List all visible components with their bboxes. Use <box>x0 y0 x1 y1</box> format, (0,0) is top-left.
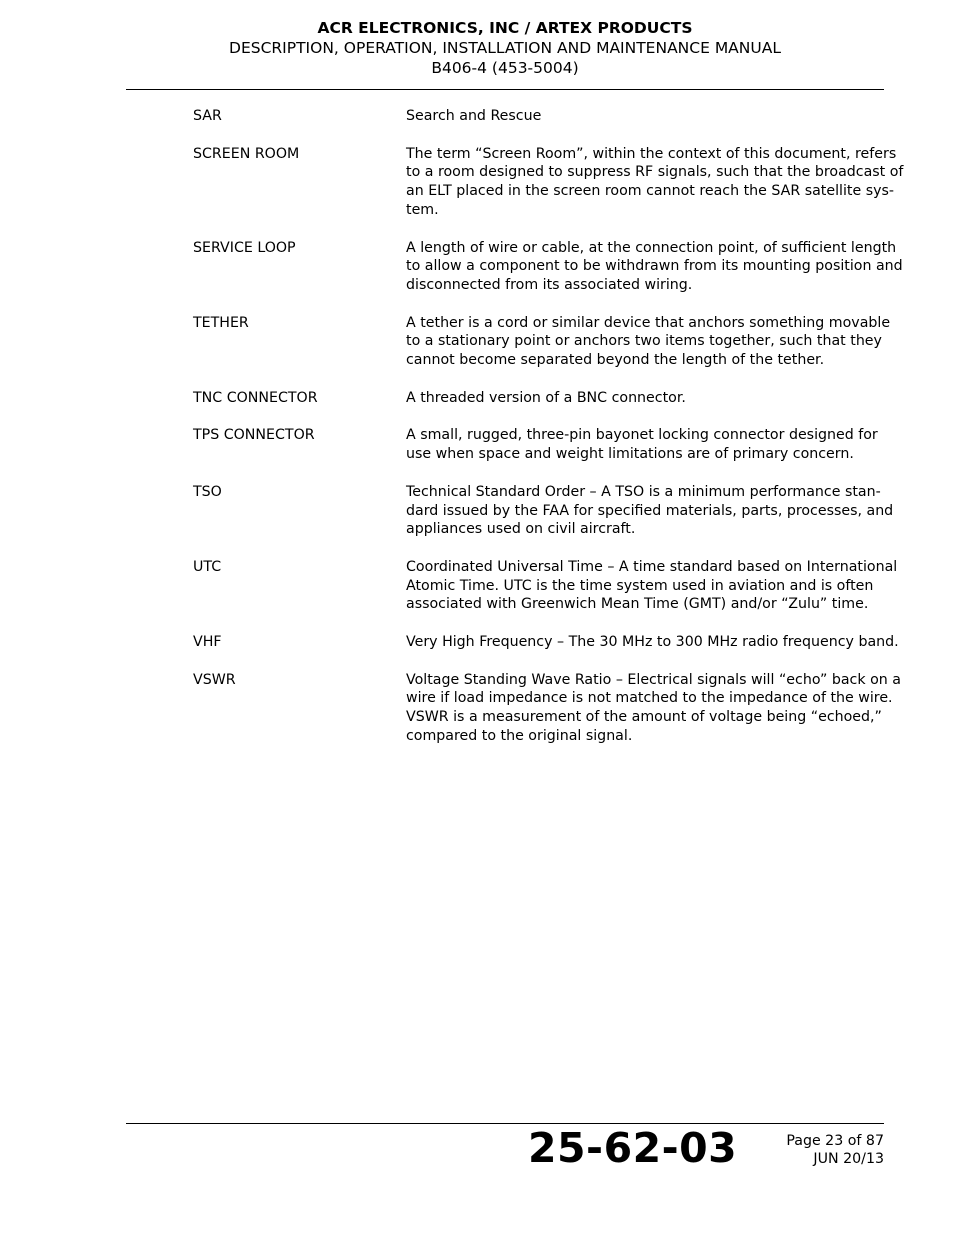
company-name: ACR ELECTRONICS, INC / ARTEX PRODUCTS <box>317 19 693 37</box>
glossary-term: TETHER <box>193 314 249 331</box>
definition-line: Search and Rescue <box>406 108 542 124</box>
page-info <box>786 1132 884 1168</box>
header-divider <box>126 89 884 90</box>
definition-line: compared to the original signal. <box>406 727 633 744</box>
glossary-entry <box>193 558 898 614</box>
definition-line: to a stationary point or anchors two items together, such that they <box>406 333 882 350</box>
definition-line: A tether is a cord or similar device that anchors something movable <box>406 314 891 331</box>
page-header <box>126 18 884 78</box>
glossary-definition <box>406 145 904 220</box>
glossary-entry <box>193 314 893 370</box>
glossary-term: VHF <box>193 634 222 651</box>
definition-line: Technical Standard Order – A TSO is a minimum performance stan- <box>406 483 881 500</box>
glossary-term: UTC <box>193 558 222 575</box>
definition-line: to allow a component to be withdrawn from its mounting position and <box>406 258 903 275</box>
revision-date: JUN 20/13 <box>813 1151 884 1167</box>
glossary-entry <box>193 426 893 463</box>
definition-line: Atomic Time. UTC is the time system used in aviation and is often <box>406 577 874 594</box>
definition-line: wire if load impedance is not matched to the impedance of the wire. <box>406 690 893 707</box>
glossary-entry <box>193 145 904 220</box>
glossary-definition <box>406 389 884 408</box>
glossary-definition <box>406 426 884 463</box>
glossary-entry <box>193 633 899 652</box>
definition-line: A threaded version of a BNC connector. <box>406 389 686 406</box>
glossary-term: VSWR <box>193 671 236 688</box>
glossary-entry <box>193 671 901 746</box>
glossary-term: SERVICE LOOP <box>193 239 296 256</box>
glossary-entry <box>193 107 893 126</box>
glossary-term: SAR <box>193 108 222 124</box>
glossary-definition <box>406 314 891 370</box>
glossary-entry <box>193 389 893 408</box>
glossary-term: TSO <box>193 483 222 500</box>
definition-line: appliances used on civil aircraft. <box>406 521 636 538</box>
definition-line: disconnected from its associated wiring. <box>406 276 693 293</box>
glossary-term: TPS CONNECTOR <box>193 427 315 444</box>
definition-line: A length of wire or cable, at the connection point, of sufficient length <box>406 239 897 256</box>
glossary-definition <box>406 239 903 295</box>
glossary-definition <box>406 483 894 539</box>
glossary-definition <box>406 671 901 746</box>
definition-line: cannot become separated beyond the length of the tether. <box>406 352 825 369</box>
glossary-list <box>193 107 904 746</box>
glossary-definition <box>406 633 899 652</box>
footer-divider <box>126 1123 884 1124</box>
glossary-entry <box>193 483 893 539</box>
definition-line: to a room designed to suppress RF signals, such that the broadcast of <box>406 164 904 181</box>
chapter-code: 25-62-03 <box>528 1124 738 1172</box>
definition-line: VSWR is a measurement of the amount of voltage being “echoed,” <box>406 709 882 726</box>
glossary-term: SCREEN ROOM <box>193 145 300 162</box>
glossary-definition <box>406 558 898 614</box>
glossary-entry <box>193 239 903 295</box>
definition-line: Very High Frequency – The 30 MHz to 300 MHz radio frequency band. <box>406 634 899 651</box>
definition-line: Coordinated Universal Time – A time standard based on International <box>406 558 898 575</box>
glossary-term: TNC CONNECTOR <box>193 389 318 406</box>
definition-line: an ELT placed in the screen room cannot reach the SAR satellite sys- <box>406 183 895 200</box>
definition-line: dard issued by the FAA for specified materials, parts, processes, and <box>406 502 894 519</box>
manual-title: DESCRIPTION, OPERATION, INSTALLATION AND MAINTENANCE MANUAL <box>229 39 781 57</box>
definition-line: use when space and weight limitations are of primary concern. <box>406 446 854 463</box>
page-number: Page 23 of 87 <box>786 1133 884 1149</box>
definition-line: tem. <box>406 201 439 218</box>
definition-line: The term “Screen Room”, within the context of this document, refers <box>406 145 897 162</box>
definition-line: A small, rugged, three-pin bayonet locking connector designed for <box>406 427 878 444</box>
model-number: B406-4 (453-5004) <box>431 59 579 77</box>
definition-line: associated with Greenwich Mean Time (GMT) and/or “Zulu” time. <box>406 596 869 613</box>
definition-line: Voltage Standing Wave Ratio – Electrical signals will “echo” back on a <box>406 671 901 688</box>
glossary-definition <box>406 107 884 126</box>
